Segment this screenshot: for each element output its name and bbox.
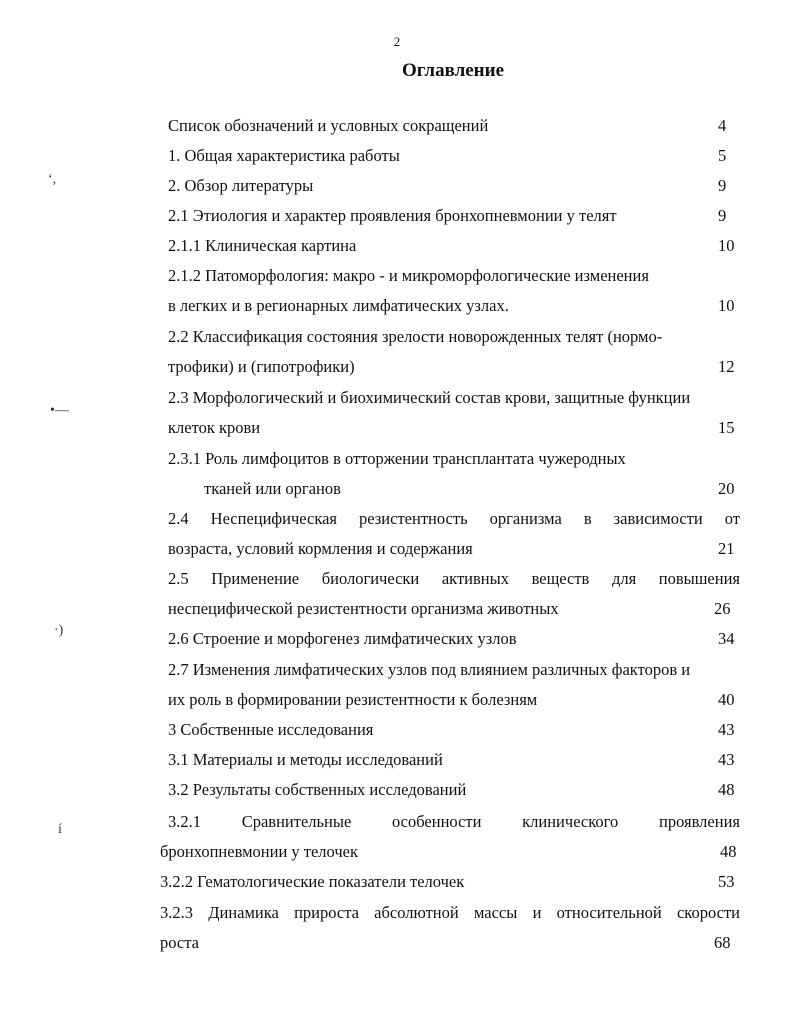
toc-entry-text: трофики) и (гипотрофики) xyxy=(168,357,355,376)
toc-entry-text: 2. Обзор литературы xyxy=(168,176,314,195)
toc-entry-page: 68 xyxy=(714,933,731,952)
toc-entry-text: клеток крови xyxy=(168,418,261,437)
toc-entry-page: 20 xyxy=(718,479,735,498)
toc-entry-text: 3.2.2 Гематологические показатели телочек xyxy=(160,872,465,891)
toc-entry-text: 3.1 Материалы и методы исследований xyxy=(168,750,443,769)
toc-entry-text: тканей или органов xyxy=(204,479,341,498)
toc-entry-text: неспецифической резистентности организма животных xyxy=(168,599,559,618)
toc-entry-page: 26 xyxy=(714,599,731,618)
toc-entry-text: 2.1.1 Клиническая картина xyxy=(168,236,357,255)
toc-entry-text: в легких и в регионарных лимфатических узлах. xyxy=(168,296,509,315)
toc-entry-text: 2.1 Этиология и характер проявления бронхопневмонии у телят xyxy=(168,206,617,225)
toc-entry-text: 3.2 Результаты собственных исследований xyxy=(168,780,467,799)
toc-entry-page: 43 xyxy=(718,720,735,739)
toc-entry-text: бронхопневмонии у телочек xyxy=(160,842,358,861)
toc-entry-text: 2.2 Классификация состояния зрелости новорожденных телят (нормо- xyxy=(168,327,663,346)
page-title: Оглавление xyxy=(401,60,505,81)
toc-entry-text: 2.3.1 Роль лимфоцитов в отторжении трансплантата чужеродных xyxy=(168,449,626,468)
toc-entry-page: 48 xyxy=(720,842,737,861)
toc-entry-text: 3.2.1 Сравнительные особенности клинического проявления xyxy=(168,812,740,831)
toc-entry-text: 2.3 Морфологический и биохимический состав крови, защитные функции xyxy=(168,388,691,407)
toc-entry-text: 2.1.2 Патоморфология: макро - и микроморфологические изменения xyxy=(168,266,649,285)
toc-entry-text: 2.4 Неспецифическая резистентность организма в зависимости от xyxy=(168,509,740,528)
toc-entry-text: 3.2.3 Динамика прироста абсолютной массы и относительной скорости xyxy=(160,903,740,922)
toc-entry-page: 4 xyxy=(718,116,727,135)
toc-entry-page: 43 xyxy=(718,750,735,769)
margin-mark: ‘, xyxy=(48,172,57,187)
toc-entry-page: 34 xyxy=(718,629,735,648)
toc-entry-text: 2.6 Строение и морфогенез лимфатических узлов xyxy=(168,629,517,648)
toc-entry-page: 5 xyxy=(718,146,727,165)
toc-entry-text: 1. Общая характеристика работы xyxy=(168,146,400,165)
toc-entry-text: Список обозначений и условных сокращений xyxy=(168,116,489,135)
toc-entry-page: 9 xyxy=(718,176,727,195)
toc-entry-text: их роль в формировании резистентности к болезням xyxy=(168,690,538,709)
toc-entry-page: 10 xyxy=(718,296,735,315)
page-number: 2 xyxy=(393,34,401,49)
toc-entry-text: роста xyxy=(160,933,199,952)
toc-entry-page: 12 xyxy=(718,357,735,376)
toc-entry-text: 2.5 Применение биологически активных веществ для повышения xyxy=(168,569,740,588)
toc-entry-page: 15 xyxy=(718,418,735,437)
toc-entry-page: 9 xyxy=(718,206,727,225)
toc-entry-page: 53 xyxy=(718,872,735,891)
margin-mark: í xyxy=(58,822,62,837)
toc-entry-text: 2.7 Изменения лимфатических узлов под влиянием различных факторов и xyxy=(168,660,691,679)
toc-entry-page: 10 xyxy=(718,236,735,255)
toc-entry-page: 21 xyxy=(718,539,735,558)
margin-mark: •— xyxy=(50,403,69,418)
toc-entry-text: возраста, условий кормления и содержания xyxy=(168,539,473,558)
toc-entry-text: 3 Собственные исследования xyxy=(168,720,374,739)
toc-entry-page: 40 xyxy=(718,690,735,709)
margin-mark: ·) xyxy=(54,623,64,638)
toc-entry-page: 48 xyxy=(718,780,735,799)
